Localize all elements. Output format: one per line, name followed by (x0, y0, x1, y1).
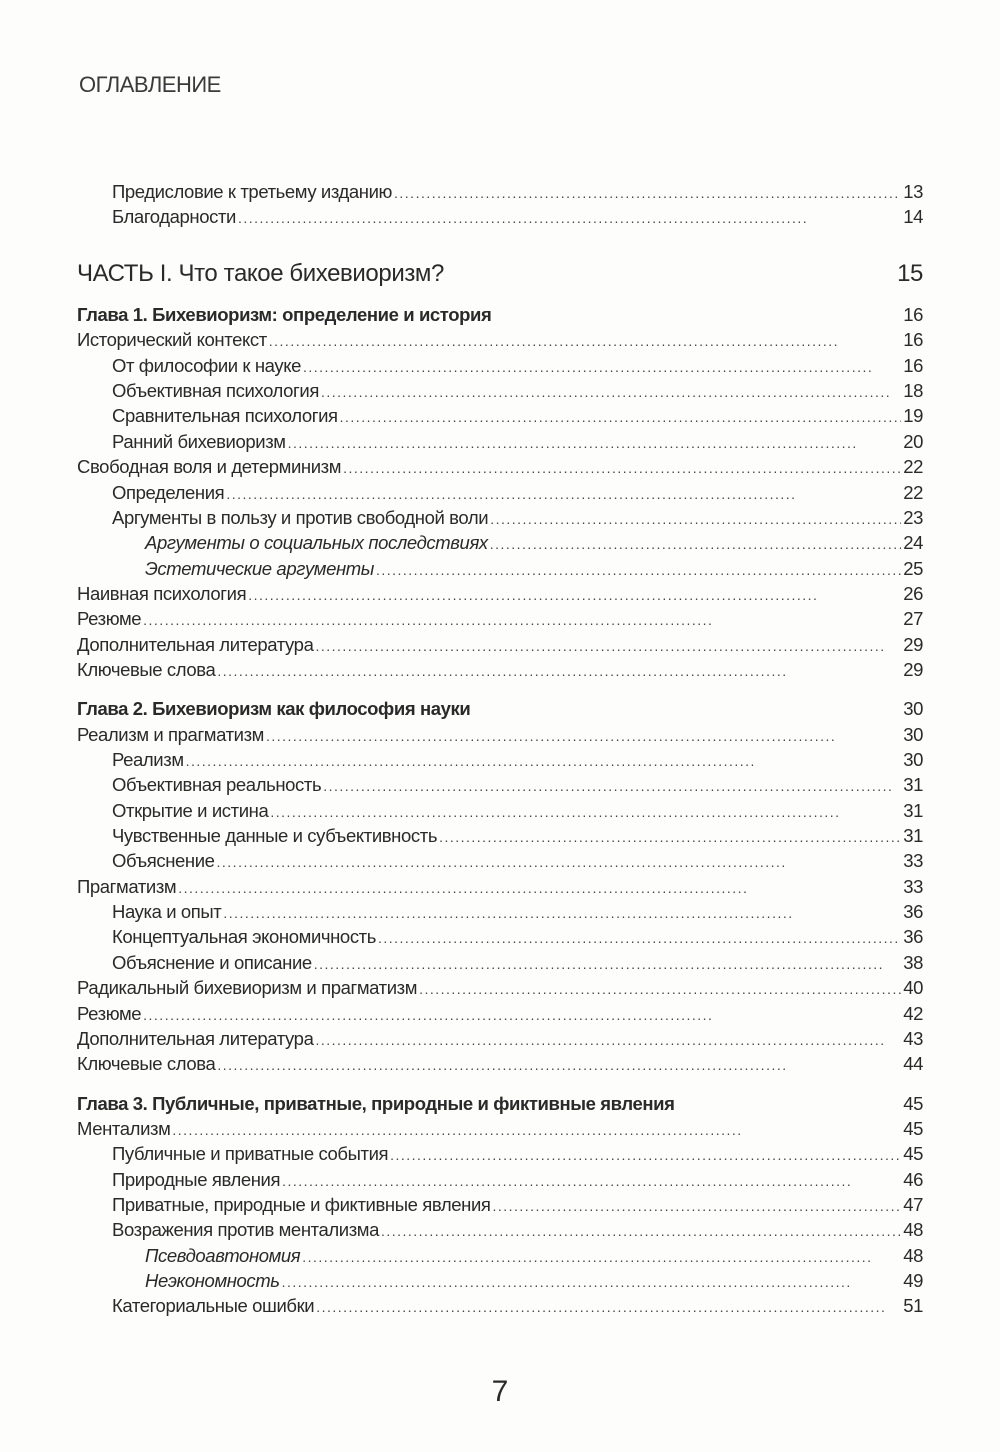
toc-entry-title: Эстетические аргументы (145, 557, 374, 579)
toc-entry-title: Возражения против ментализма (112, 1219, 380, 1241)
toc-entry (77, 724, 923, 748)
toc-entry-page: 48 (903, 1219, 923, 1241)
toc-entry-title: Радикальный бихевиоризм и прагматизм (77, 977, 418, 999)
toc-entry (77, 583, 923, 607)
toc-entry (77, 901, 923, 925)
toc-entry-page: 38 (903, 951, 923, 973)
dot-leader (381, 1223, 901, 1239)
toc-chapter (77, 1093, 923, 1117)
toc-chapter (77, 698, 923, 722)
toc-entry-page: 16 (903, 304, 923, 326)
toc-entry-page: 51 (903, 1295, 923, 1317)
toc-entry (77, 1245, 923, 1269)
toc-entry (77, 749, 923, 773)
toc-entry-page: 24 (903, 532, 923, 554)
toc-entry-title: Реализм (112, 749, 184, 770)
dot-leader (323, 778, 901, 794)
toc-entry-page: 14 (903, 206, 923, 228)
toc-entry (77, 431, 923, 455)
toc-entry-title: От философии к науке (112, 354, 301, 376)
dot-leader (186, 753, 902, 769)
dot-leader (316, 1299, 901, 1315)
toc-entry-title: Чувственные данные и субъективность (112, 825, 438, 847)
toc-entry (77, 608, 923, 632)
toc-entry-title: Сравнительная психология (112, 405, 338, 427)
toc-entry-page: 49 (903, 1270, 923, 1291)
dot-leader (303, 359, 901, 375)
toc-entry (77, 532, 923, 556)
toc-entry-title: Ключевые слова (77, 658, 216, 680)
toc-entry-page: 45 (903, 1092, 923, 1114)
toc-entry-title: Реализм и прагматизм (77, 723, 264, 745)
dot-leader (282, 1274, 902, 1290)
toc-entry-title: Категориальные ошибки (112, 1295, 315, 1317)
toc-entry (77, 456, 923, 480)
toc-entry (77, 1053, 923, 1077)
dot-leader (315, 638, 901, 654)
toc-entry-page: 36 (903, 901, 923, 923)
toc-entry-title: Объективная реальность (112, 774, 322, 796)
toc-entry-title: Глава 2. Бихевиоризм как философия науки (77, 698, 471, 720)
toc-entry-title: Прагматизм (77, 875, 177, 897)
dot-leader (172, 1122, 901, 1138)
toc-entry-page: 22 (903, 456, 923, 478)
toc-entry-page: 45 (903, 1143, 923, 1165)
toc-entry-page: 46 (903, 1168, 923, 1190)
toc-entry (77, 1169, 923, 1193)
toc-entry-page: 23 (903, 506, 923, 528)
toc-entry-title: Объяснение и описание (112, 951, 312, 973)
toc-entry-title: Аргументы в пользу и против свободной воли (112, 506, 489, 528)
dot-leader (266, 728, 901, 744)
toc-entry-title: Предисловие к третьему изданию (112, 181, 393, 202)
toc-entry-page: 31 (903, 799, 923, 821)
toc-entry-title: Неэкономность (145, 1270, 280, 1291)
toc-entry-page: 16 (903, 329, 923, 351)
toc-entry-page: 30 (903, 723, 923, 745)
toc-entry-title: Аргументы о социальных последствиях (145, 532, 488, 554)
toc-entry-title: Открытие и истина (112, 799, 269, 821)
dot-leader (217, 663, 901, 679)
toc-entry (77, 1219, 923, 1243)
toc-entry-title: Исторический контекст (77, 329, 267, 351)
dot-leader (394, 185, 901, 201)
dot-leader (315, 1032, 901, 1048)
toc-entry-page: 15 (897, 259, 923, 287)
dot-leader (217, 1057, 901, 1073)
dot-leader (302, 1249, 901, 1265)
toc-chapter (77, 304, 923, 328)
dot-leader (378, 930, 901, 946)
dot-leader (439, 829, 901, 845)
toc-entry-title: Дополнительная литература (77, 1027, 314, 1049)
toc-entry-page: 33 (903, 850, 923, 872)
toc-entry (77, 507, 923, 531)
toc-entry-title: Наука и опыт (112, 901, 222, 923)
toc-entry-page: 18 (903, 380, 923, 402)
toc-entry-title: Объяснение (112, 850, 215, 872)
dot-leader (343, 460, 901, 476)
toc-entry (77, 1270, 923, 1294)
dot-leader (238, 210, 901, 226)
dot-leader (223, 905, 901, 921)
toc-entry-page: 47 (903, 1193, 923, 1215)
dot-leader (270, 804, 901, 820)
toc-entry-title: Благодарности (112, 206, 236, 228)
toc-entry-page: 30 (903, 698, 923, 720)
toc-entry (77, 800, 923, 824)
dot-leader (288, 435, 902, 451)
toc-entry-page: 31 (903, 774, 923, 796)
toc-entry-title: Псевдоавтономия (145, 1244, 301, 1266)
toc-entry-title: Глава 3. Публичные, приватные, природные и фиктивные явления (77, 1092, 675, 1114)
dot-leader (419, 981, 901, 997)
toc-entry (77, 181, 923, 205)
toc-entry (77, 558, 923, 582)
toc-entry-page: 48 (903, 1244, 923, 1266)
toc-entry-title: Резюме (77, 608, 142, 630)
toc-entry-page: 27 (903, 608, 923, 630)
toc-entry-page: 25 (903, 557, 923, 579)
toc-entry (77, 206, 923, 230)
toc-part (77, 260, 923, 290)
toc-entry (77, 1295, 923, 1319)
toc-entry (77, 850, 923, 874)
dot-leader (217, 854, 902, 870)
toc-entry (77, 1003, 923, 1027)
dot-leader (493, 1198, 902, 1214)
toc-entry (77, 355, 923, 379)
toc-entry-title: Ключевые слова (77, 1053, 216, 1075)
toc-entry-title: Концептуальная экономичность (112, 926, 376, 948)
toc-entry-title: ЧАСТЬ I. Что такое бихевиоризм? (77, 259, 444, 287)
dot-leader (178, 880, 901, 896)
dot-leader (340, 409, 902, 425)
toc-entry-title: Ранний бихевиоризм (112, 430, 286, 452)
toc-entry-title: Глава 1. Бихевиоризм: определение и история (77, 304, 492, 326)
toc-entry (77, 952, 923, 976)
toc-entry-title: Природные явления (112, 1168, 281, 1190)
toc-entry-page: 45 (903, 1117, 923, 1139)
toc-entry-title: Резюме (77, 1002, 142, 1024)
toc-entry (77, 380, 923, 404)
toc-entry-title: Объективная психология (112, 380, 319, 402)
toc-entry (77, 329, 923, 353)
toc-entry (77, 482, 923, 506)
toc-entry (77, 926, 923, 950)
dot-leader (248, 587, 901, 603)
toc-heading: ОГЛАВЛЕНИЕ (79, 72, 221, 97)
toc-entry-page: 40 (903, 977, 923, 999)
page-number: 7 (491, 1375, 509, 1408)
toc-entry (77, 1118, 923, 1142)
toc-entry-title: Дополнительная литература (77, 633, 314, 655)
toc-entry (77, 659, 923, 683)
dot-leader (321, 384, 901, 400)
toc-entry-title: Ментализм (77, 1117, 171, 1139)
toc-entry (77, 405, 923, 429)
toc-entry-page: 26 (903, 582, 923, 604)
toc-entry (77, 1143, 923, 1167)
dot-leader (143, 1007, 901, 1023)
toc-entry-page: 22 (903, 481, 923, 503)
toc-entry (77, 634, 923, 658)
toc-entry-page: 29 (903, 633, 923, 655)
toc-entry (77, 876, 923, 900)
toc-entry (77, 1028, 923, 1052)
dot-leader (314, 956, 901, 972)
toc-entry-page: 13 (903, 181, 923, 202)
dot-leader (376, 562, 901, 578)
toc-entry-title: Публичные и приватные события (112, 1143, 389, 1165)
dot-leader (490, 536, 901, 552)
toc-entry-page: 44 (903, 1053, 923, 1075)
toc-entry-title: Наивная психология (77, 582, 247, 604)
toc-entry-title: Свободная воля и детерминизм (77, 456, 342, 478)
toc-entry-title: Приватные, природные и фиктивные явления (112, 1193, 491, 1215)
dot-leader (282, 1173, 901, 1189)
toc-entry-page: 20 (903, 430, 923, 452)
dot-leader (269, 333, 901, 349)
dot-leader (390, 1147, 901, 1163)
toc-entry-page: 31 (903, 825, 923, 847)
toc-entry-page: 33 (903, 875, 923, 897)
toc-entry (77, 774, 923, 798)
toc-entry (77, 825, 923, 849)
toc-entry-title: Определения (112, 481, 225, 503)
toc-entry-page: 42 (903, 1002, 923, 1024)
dot-leader (226, 486, 901, 502)
toc-entry-page: 43 (903, 1027, 923, 1049)
dot-leader (143, 612, 901, 628)
toc-entry-page: 16 (903, 354, 923, 376)
toc-entry-page: 19 (903, 405, 923, 427)
dot-leader (490, 511, 901, 527)
toc-entry (77, 1194, 923, 1218)
toc-entry-page: 30 (903, 749, 923, 770)
toc-entry-page: 36 (903, 926, 923, 948)
toc-entry-page: 29 (903, 658, 923, 680)
toc-entry (77, 977, 923, 1001)
